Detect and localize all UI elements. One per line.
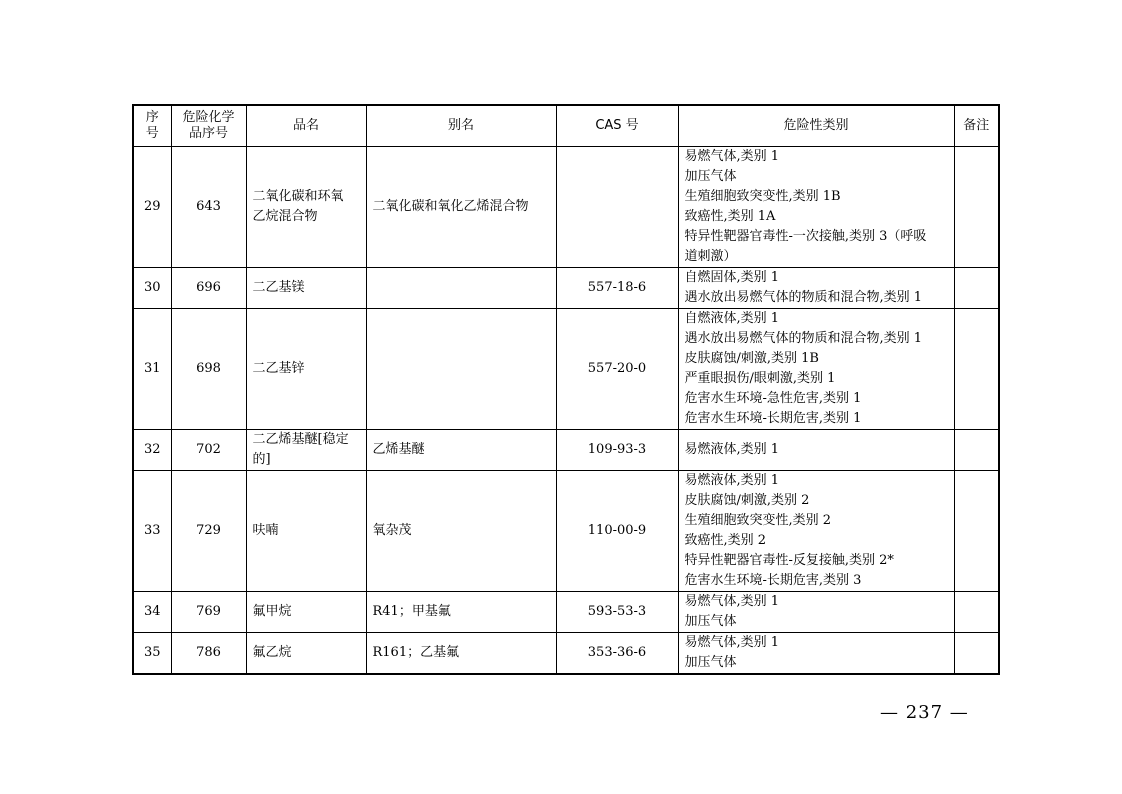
cell-note — [954, 309, 999, 430]
header-no: 序 号 — [133, 105, 171, 147]
cell-hazard-no: 769 — [171, 592, 246, 633]
cell-alias: 乙烯基醚 — [366, 430, 556, 471]
cell-alias: R161；乙基氟 — [366, 633, 556, 675]
table-row — [133, 268, 999, 309]
cell-name: 二氧化碳和环氧 乙烷混合物 — [246, 147, 366, 268]
cell-hazard-class: 易燃液体,类别 1 皮肤腐蚀/刺激,类别 2 生殖细胞致突变性,类别 2 致癌性,类别 2 特异性靶器官毒性-反复接触,类别 2* 危害水生环境-长期危害,类别 3 — [678, 471, 954, 592]
cell-hazard-no: 702 — [171, 430, 246, 471]
table-row — [133, 147, 999, 268]
cell-hazard-no: 643 — [171, 147, 246, 268]
cell-no: 32 — [133, 430, 171, 471]
cell-name: 二乙烯基醚[稳定 的] — [246, 430, 366, 471]
cell-note — [954, 471, 999, 592]
cell-no: 29 — [133, 147, 171, 268]
cell-no: 35 — [133, 633, 171, 675]
header-name: 品名 — [246, 105, 366, 147]
cell-cas — [556, 147, 678, 268]
hazard-chemicals-table — [132, 104, 1000, 675]
cell-no: 33 — [133, 471, 171, 592]
cell-hazard-class: 易燃气体,类别 1 加压气体 — [678, 592, 954, 633]
table-row — [133, 592, 999, 633]
cell-no: 31 — [133, 309, 171, 430]
cell-alias: 氧杂茂 — [366, 471, 556, 592]
cell-cas: 557-20-0 — [556, 309, 678, 430]
cell-hazard-class: 易燃气体,类别 1 加压气体 — [678, 633, 954, 675]
table-header-row — [133, 105, 999, 147]
header-note: 备注 — [954, 105, 999, 147]
cell-name: 氟甲烷 — [246, 592, 366, 633]
table-row — [133, 633, 999, 675]
cell-hazard-class: 易燃液体,类别 1 — [678, 430, 954, 471]
cell-hazard-no: 698 — [171, 309, 246, 430]
table-row — [133, 471, 999, 592]
cell-no: 34 — [133, 592, 171, 633]
table-row — [133, 430, 999, 471]
header-cas: CAS 号 — [556, 105, 678, 147]
cell-cas: 110-00-9 — [556, 471, 678, 592]
cell-note — [954, 268, 999, 309]
cell-note — [954, 633, 999, 675]
cell-name: 呋喃 — [246, 471, 366, 592]
cell-hazard-class: 自燃液体,类别 1 遇水放出易燃气体的物质和混合物,类别 1 皮肤腐蚀/刺激,类别 1B 严重眼损伤/眼刺激,类别 1 危害水生环境-急性危害,类别 1 危害水生环境-长期危害,类别 1 — [678, 309, 954, 430]
cell-note — [954, 430, 999, 471]
cell-alias: 二氧化碳和氧化乙烯混合物 — [366, 147, 556, 268]
table-body — [133, 147, 999, 675]
cell-hazard-class: 自燃固体,类别 1 遇水放出易燃气体的物质和混合物,类别 1 — [678, 268, 954, 309]
cell-name: 二乙基镁 — [246, 268, 366, 309]
cell-note — [954, 592, 999, 633]
header-hazard-no: 危险化学 品序号 — [171, 105, 246, 147]
cell-alias — [366, 268, 556, 309]
cell-alias: R41；甲基氟 — [366, 592, 556, 633]
cell-name: 二乙基锌 — [246, 309, 366, 430]
cell-cas: 557-18-6 — [556, 268, 678, 309]
cell-cas: 109-93-3 — [556, 430, 678, 471]
cell-name: 氟乙烷 — [246, 633, 366, 675]
cell-hazard-no: 729 — [171, 471, 246, 592]
table-row — [133, 309, 999, 430]
cell-no: 30 — [133, 268, 171, 309]
cell-hazard-class: 易燃气体,类别 1 加压气体 生殖细胞致突变性,类别 1B 致癌性,类别 1A 特异性靶器官毒性-一次接触,类别 3（呼吸 道刺激） — [678, 147, 954, 268]
cell-hazard-no: 786 — [171, 633, 246, 675]
header-alias: 别名 — [366, 105, 556, 147]
page-number: — 237 — — [880, 702, 969, 723]
cell-hazard-no: 696 — [171, 268, 246, 309]
cell-cas: 353-36-6 — [556, 633, 678, 675]
cell-alias — [366, 309, 556, 430]
cell-cas: 593-53-3 — [556, 592, 678, 633]
cell-note — [954, 147, 999, 268]
header-hazard-class: 危险性类别 — [678, 105, 954, 147]
